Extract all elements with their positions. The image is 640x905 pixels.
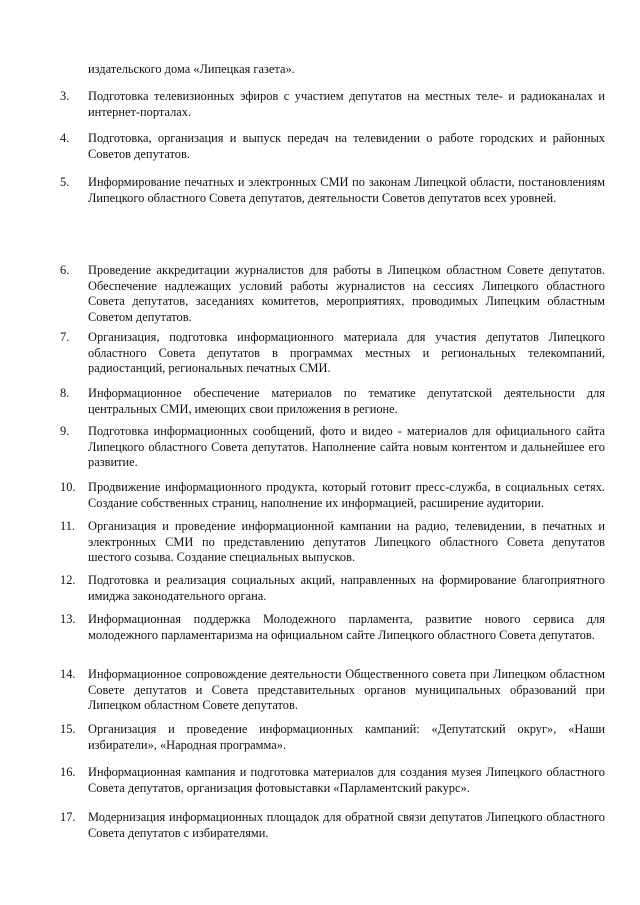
item-number: 15. <box>60 722 76 736</box>
item-number: 3. <box>60 89 70 103</box>
item-number: 9. <box>60 424 70 438</box>
item-number: 10. <box>60 480 76 494</box>
item-number: 17. <box>60 810 76 824</box>
item-text: Информирование печатных и электронных СМИ по законам Липецкой области, постановлениям Липецкого областного Совета депутатов, деятельности Советов депутатов всех уровней. <box>88 175 605 205</box>
item-text: Проведение аккредитации журналистов для работы в Липецком областном Совете депутатов. Обеспечение надлежащих условий работы журналистов на сессиях Липецкого областного Совета депутатов, заседаниях комитетов, мероприятиях, проводимых Липецким областным Советом депутатов. <box>88 263 605 324</box>
item-text: Продвижение информационного продукта, который готовит пресс-служба, в социальных сетях. Создание собственных страниц, наполнение их информацией, расширение аудитории. <box>88 480 605 510</box>
continuation-paragraph: издательского дома «Липецкая газета». <box>88 62 295 76</box>
item-number: 4. <box>60 131 70 145</box>
item-number: 7. <box>60 330 70 344</box>
item-text: Подготовка телевизионных эфиров с участием депутатов на местных теле- и радиоканалах и интернет-порталах. <box>88 89 605 119</box>
item-number: 14. <box>60 667 76 681</box>
item-text: Организация, подготовка информационного материала для участия депутатов Липецкого областного Совета депутатов в программах местных и региональных телекомпаний, радиостанций, региональных печатных СМИ. <box>88 330 605 376</box>
item-text: Подготовка и реализация социальных акций, направленных на формирование благоприятного имиджа законодательного органа. <box>88 573 605 603</box>
item-number: 11. <box>60 519 76 533</box>
item-text: Организация и проведение информационных кампаний: «Депутатский округ», «Наши избиратели», «Народная программа». <box>88 722 605 752</box>
item-text: Подготовка информационных сообщений, фото и видео - материалов для официального сайта Липецкого областного Совета депутатов. Наполнение сайта новым контентом и дальнейшее его развитие. <box>88 424 605 470</box>
item-number: 16. <box>60 765 76 779</box>
item-text: Информационная поддержка Молодежного парламента, развитие нового сервиса для молодежного парламентаризма на официальном сайте Липецкого областного Совета депутатов. <box>88 612 605 642</box>
item-number: 12. <box>60 573 76 587</box>
item-text: Подготовка, организация и выпуск передач на телевидении о работе городских и районных Советов депутатов. <box>88 131 605 161</box>
item-number: 5. <box>60 175 70 189</box>
item-number: 13. <box>60 612 76 626</box>
item-text: Информационное сопровождение деятельности Общественного совета при Липецком областном Совете депутатов и Совета представительных органов муниципальных образований при Липецком областном Совете депутатов. <box>88 667 605 713</box>
item-number: 6. <box>60 263 70 277</box>
item-text: Модернизация информационных площадок для обратной связи депутатов Липецкого областного Совета депутатов с избирателями. <box>88 810 605 840</box>
item-text: Информационное обеспечение материалов по тематике депутатской деятельности для центральных СМИ, имеющих свои приложения в регионе. <box>88 386 605 416</box>
item-text: Организация и проведение информационной кампании на радио, телевидении, в печатных и электронных СМИ по представлению депутатов Липецкого областного Совета депутатов шестого созыва. Создание специальных выпусков. <box>88 519 605 565</box>
item-text: Информационная кампания и подготовка материалов для создания музея Липецкого областного Совета депутатов, организация фотовыставки «Парламентский ракурс». <box>88 765 605 795</box>
item-number: 8. <box>60 386 70 400</box>
